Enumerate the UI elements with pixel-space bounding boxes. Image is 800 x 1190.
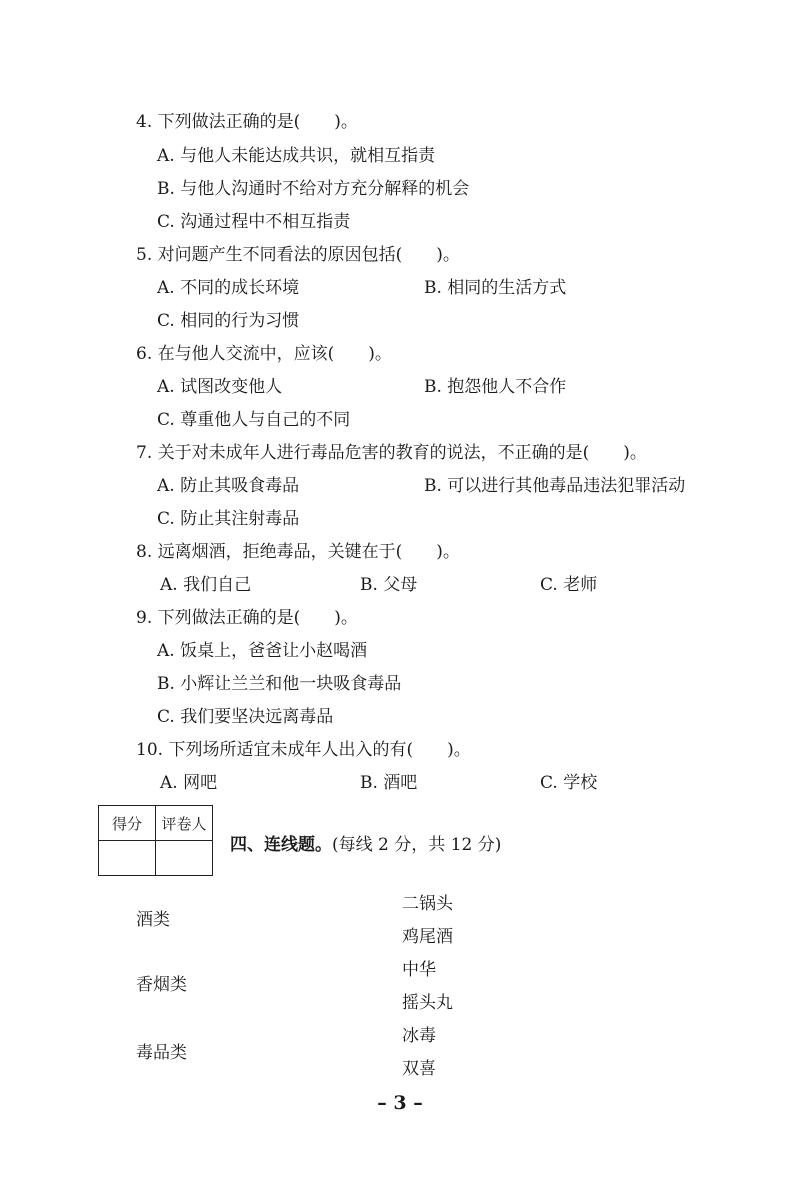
match-right-item[interactable]: 鸡尾酒 xyxy=(402,927,453,947)
question-6-option-c: C. 尊重他人与自己的不同 xyxy=(157,410,351,430)
question-8-option-b: B. 父母 xyxy=(360,575,418,595)
match-right-item[interactable]: 双喜 xyxy=(402,1059,436,1079)
page-number: – 3 – xyxy=(377,1092,423,1114)
question-9-stem: 9. 下列做法正确的是( )。 xyxy=(136,608,358,628)
question-10-option-a: A. 网吧 xyxy=(160,773,218,793)
question-4-option-c: C. 沟通过程中不相互指责 xyxy=(157,212,351,232)
question-10-option-c: C. 学校 xyxy=(540,773,598,793)
match-left-item[interactable]: 香烟类 xyxy=(136,975,187,995)
question-9-option-a: A. 饭桌上，爸爸让小赵喝酒 xyxy=(157,641,368,661)
question-4-option-a: A. 与他人未能达成共识，就相互指责 xyxy=(157,146,436,166)
match-right-item[interactable]: 冰毒 xyxy=(402,1026,436,1046)
question-7-option-c: C. 防止其注射毒品 xyxy=(157,509,300,529)
question-7-stem: 7. 关于对未成年人进行毒品危害的教育的说法，不正确的是( )。 xyxy=(136,443,647,463)
question-10-option-b: B. 酒吧 xyxy=(360,773,418,793)
section-4-heading xyxy=(230,830,501,855)
score-header: 得分 xyxy=(99,806,156,841)
grader-cell[interactable] xyxy=(156,841,213,876)
question-5-option-b: B. 相同的生活方式 xyxy=(424,278,567,298)
question-9-option-b: B. 小辉让兰兰和他一块吸食毒品 xyxy=(157,674,402,694)
section-4-note: (每线 2 分，共 12 分) xyxy=(332,835,502,855)
grader-header: 评卷人 xyxy=(156,806,213,841)
question-7-option-b: B. 可以进行其他毒品违法犯罪活动 xyxy=(424,476,686,496)
question-8-option-c: C. 老师 xyxy=(540,575,598,595)
question-5-option-a: A. 不同的成长环境 xyxy=(157,278,300,298)
score-cell[interactable] xyxy=(99,841,156,876)
question-9-option-c: C. 我们要坚决远离毒品 xyxy=(157,707,334,727)
match-right-item[interactable]: 中华 xyxy=(402,960,436,980)
question-5-option-c: C. 相同的行为习惯 xyxy=(157,311,300,331)
question-8-option-a: A. 我们自己 xyxy=(160,575,252,595)
section-4-title: 四、连线题。 xyxy=(230,835,332,855)
question-10-stem: 10. 下列场所适宜未成年人出入的有( )。 xyxy=(136,740,471,760)
match-left-item[interactable]: 毒品类 xyxy=(136,1043,187,1063)
question-6-stem: 6. 在与他人交流中，应该( )。 xyxy=(136,344,392,364)
question-6-option-b: B. 抱怨他人不合作 xyxy=(424,377,567,397)
question-4-option-b: B. 与他人沟通时不给对方充分解释的机会 xyxy=(157,179,470,199)
question-5-stem: 5. 对问题产生不同看法的原因包括( )。 xyxy=(136,245,460,265)
match-right-item[interactable]: 摇头丸 xyxy=(402,993,453,1013)
question-4-stem: 4. 下列做法正确的是( )。 xyxy=(136,112,358,132)
match-right-item[interactable]: 二锅头 xyxy=(402,894,453,914)
question-6-option-a: A. 试图改变他人 xyxy=(157,377,283,397)
question-7-option-a: A. 防止其吸食毒品 xyxy=(157,476,300,496)
question-8-stem: 8. 远离烟酒，拒绝毒品，关键在于( )。 xyxy=(136,542,460,562)
match-left-item[interactable]: 酒类 xyxy=(136,910,170,930)
score-box xyxy=(98,805,213,876)
